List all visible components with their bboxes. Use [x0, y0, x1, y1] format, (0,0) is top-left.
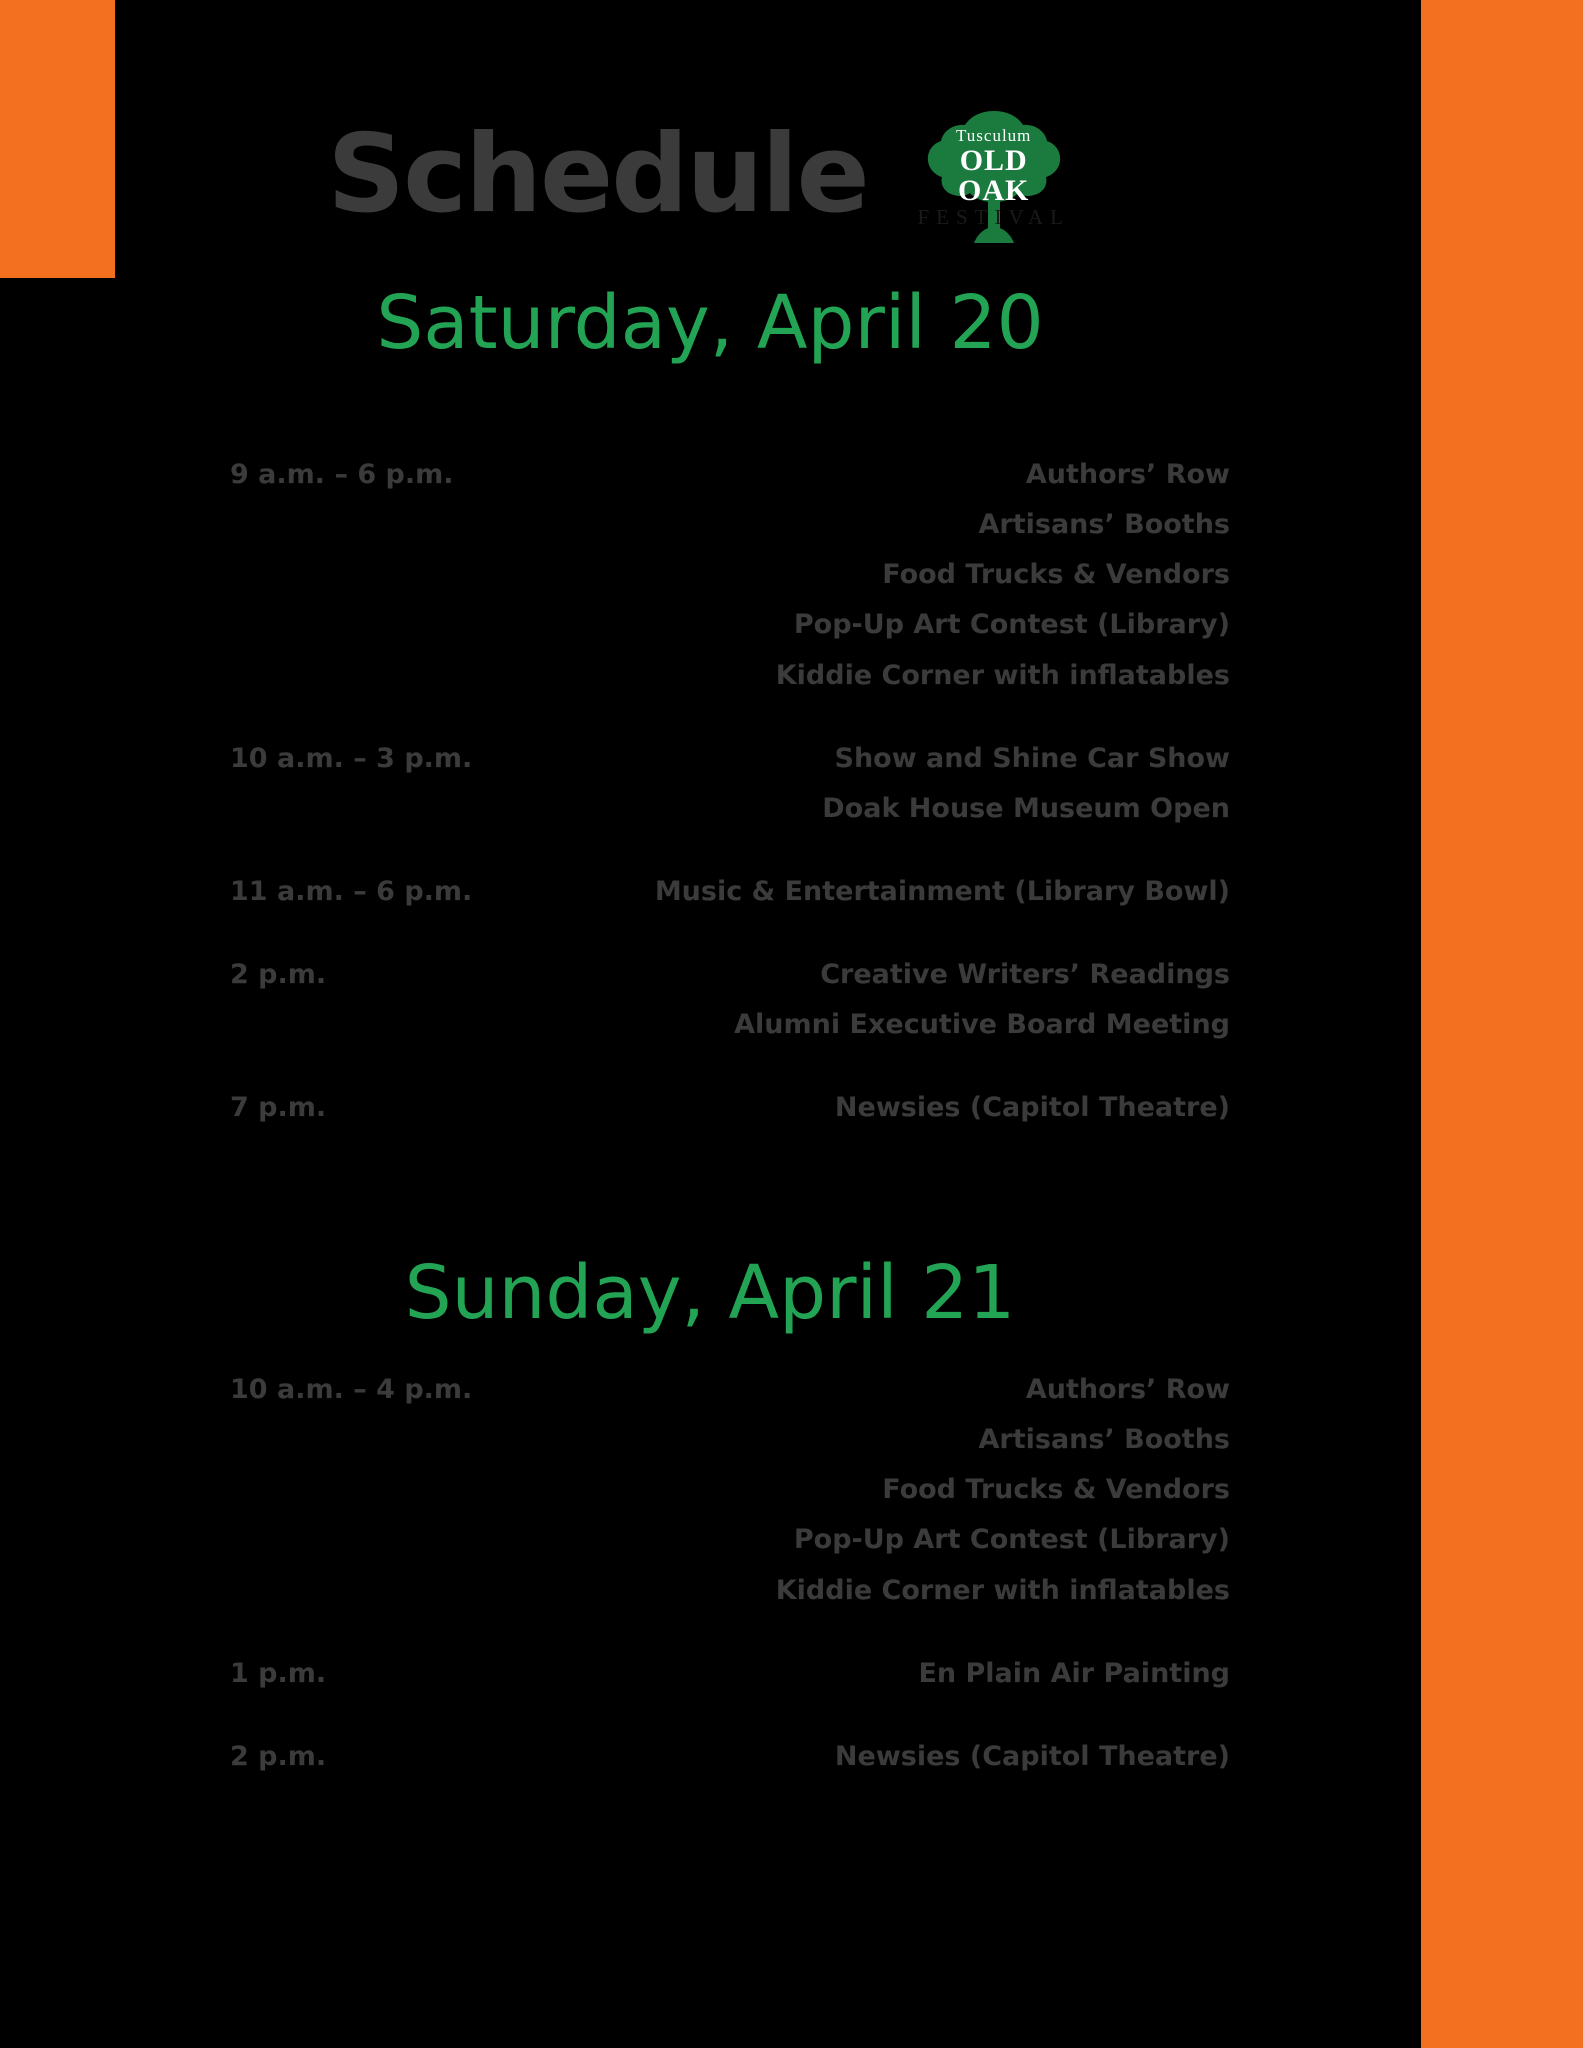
row-event-item: Show and Shine Car Show	[834, 742, 1230, 774]
logo-line-oak: OAK	[958, 174, 1030, 207]
row-event-item: Kiddie Corner with inflatables	[775, 1574, 1230, 1606]
row-event-item: Doak House Museum Open	[822, 792, 1230, 824]
old-oak-festival-logo	[894, 105, 1094, 245]
row-events	[530, 955, 1230, 1044]
orange-side-bar	[1421, 0, 1583, 2048]
schedule-row	[230, 1370, 1230, 1610]
page-header	[0, 105, 1421, 245]
row-event-item: Pop-Up Art Contest (Library)	[793, 609, 1230, 641]
row-time: 2 p.m.	[230, 1740, 327, 1772]
row-events	[530, 739, 1230, 828]
row-event-item: Food Trucks & Vendors	[882, 559, 1230, 591]
page-title: Schedule	[327, 112, 868, 237]
row-event-item: Food Trucks & Vendors	[882, 1474, 1230, 1506]
row-event-item: Artisans’ Booths	[978, 1424, 1230, 1456]
schedule-row	[230, 1737, 1230, 1776]
day-heading-saturday: Saturday, April 20	[376, 280, 1044, 366]
row-event-item: Kiddie Corner with inflatables	[775, 659, 1230, 691]
row-time: 2 p.m.	[230, 959, 327, 991]
row-event-item: Authors’ Row	[1025, 459, 1230, 490]
row-event-item: Creative Writers’ Readings	[820, 959, 1230, 991]
logo-line-festival: FESTIVAL	[917, 205, 1070, 229]
schedule-row	[230, 739, 1230, 828]
row-events	[530, 872, 1230, 911]
row-event-item: Newsies (Capitol Theatre)	[834, 1740, 1230, 1772]
row-time: 11 a.m. – 6 p.m.	[230, 875, 473, 907]
row-event-item: Music & Entertainment (Library Bowl)	[654, 875, 1230, 907]
logo-line-old: OLD	[959, 144, 1028, 177]
row-events	[530, 1088, 1230, 1127]
row-event-item: Alumni Executive Board Meeting	[734, 1009, 1230, 1041]
row-events	[530, 455, 1230, 695]
row-events	[530, 1737, 1230, 1776]
logo-line-tusculum: Tusculum	[956, 126, 1032, 145]
row-events	[530, 1370, 1230, 1610]
row-events	[530, 1654, 1230, 1693]
row-time: 7 p.m.	[230, 1092, 327, 1124]
schedule-row	[230, 872, 1230, 911]
row-event-item: Artisans’ Booths	[978, 509, 1230, 541]
schedule-row	[230, 1654, 1230, 1693]
schedule-row	[230, 955, 1230, 1044]
schedule-row	[230, 455, 1230, 695]
schedule-list-saturday	[230, 455, 1230, 1172]
day-heading-sunday: Sunday, April 21	[404, 1250, 1016, 1336]
row-time: 1 p.m.	[230, 1657, 327, 1689]
schedule-list-sunday	[230, 1370, 1230, 1820]
row-event-item: Authors’ Row	[1025, 1374, 1230, 1405]
schedule-row	[230, 1088, 1230, 1127]
row-time: 9 a.m. – 6 p.m.	[230, 459, 454, 490]
row-event-item: Newsies (Capitol Theatre)	[834, 1092, 1230, 1124]
row-event-item: En Plain Air Painting	[918, 1657, 1230, 1689]
row-time: 10 a.m. – 3 p.m.	[230, 742, 473, 774]
row-event-item: Pop-Up Art Contest (Library)	[793, 1524, 1230, 1556]
row-time: 10 a.m. – 4 p.m.	[230, 1374, 473, 1405]
